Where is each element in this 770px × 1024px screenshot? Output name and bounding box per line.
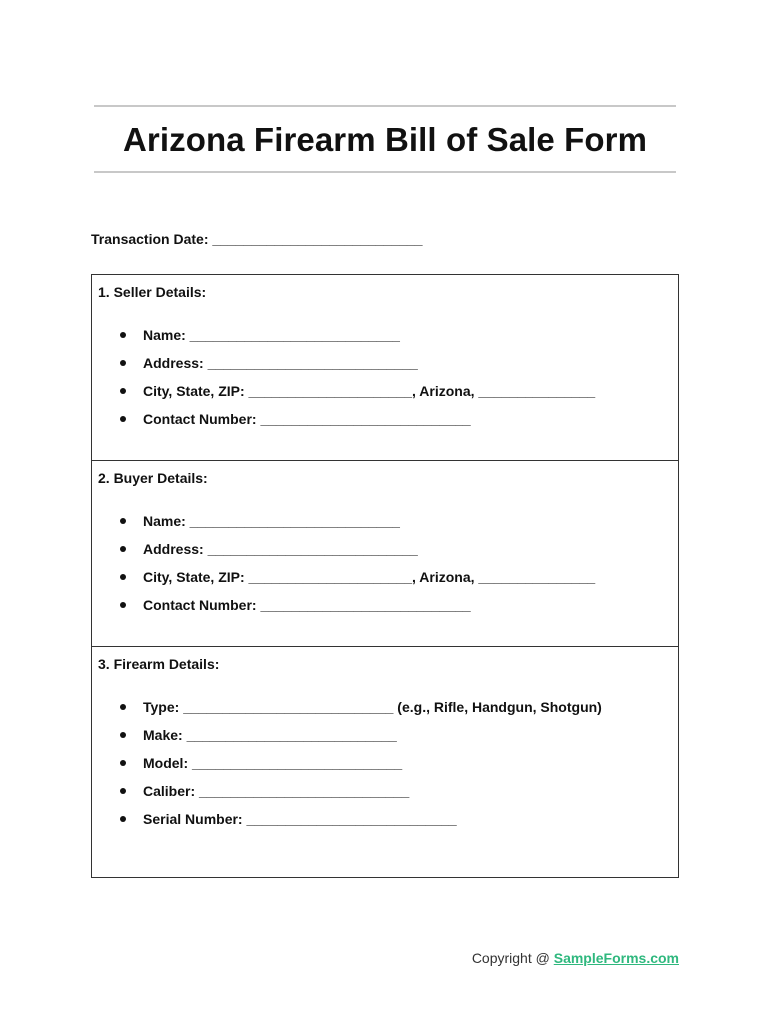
bullet-icon bbox=[120, 704, 126, 710]
seller-city-state-zip-field[interactable]: City, State, ZIP: _____________________, Arizona, _______________ bbox=[120, 381, 595, 409]
section-title: 1. Seller Details: bbox=[98, 284, 207, 300]
firearm-fields bbox=[120, 697, 602, 837]
buyer-city-state-zip-field[interactable]: City, State, ZIP: _____________________, Arizona, _______________ bbox=[120, 567, 595, 595]
firearm-type-field[interactable]: Type: ___________________________ (e.g., Rifle, Handgun, Shotgun) bbox=[120, 697, 602, 725]
seller-address-field[interactable]: Address: ___________________________ bbox=[120, 353, 595, 381]
title-bottom-rule bbox=[94, 171, 676, 173]
seller-contact-number-field[interactable]: Contact Number: ___________________________ bbox=[120, 409, 595, 437]
section-title: 3. Firearm Details: bbox=[98, 656, 220, 672]
buyer-address-field[interactable]: Address: ___________________________ bbox=[120, 539, 595, 567]
bullet-icon bbox=[120, 518, 126, 524]
bullet-icon bbox=[120, 602, 126, 608]
firearm-model-field[interactable]: Model: ___________________________ bbox=[120, 753, 602, 781]
transaction-date-field[interactable]: Transaction Date: ___________________________ bbox=[91, 231, 423, 247]
bullet-icon bbox=[120, 760, 126, 766]
bullet-icon bbox=[120, 732, 126, 738]
bullet-icon bbox=[120, 360, 126, 366]
bullet-icon bbox=[120, 332, 126, 338]
seller-fields bbox=[120, 325, 595, 437]
firearm-make-field[interactable]: Make: ___________________________ bbox=[120, 725, 602, 753]
bullet-icon bbox=[120, 546, 126, 552]
bullet-icon bbox=[120, 574, 126, 580]
seller-details-section bbox=[92, 275, 678, 461]
title-top-rule bbox=[94, 105, 676, 107]
buyer-details-section bbox=[92, 461, 678, 647]
firearm-caliber-field[interactable]: Caliber: ___________________________ bbox=[120, 781, 602, 809]
brand-link[interactable]: SampleForms.com bbox=[553, 950, 679, 966]
buyer-contact-number-field[interactable]: Contact Number: ___________________________ bbox=[120, 595, 595, 623]
buyer-fields bbox=[120, 511, 595, 623]
copyright-text: Copyright @ bbox=[471, 950, 554, 966]
page-title: Arizona Firearm Bill of Sale Form bbox=[122, 121, 648, 158]
seller-name-field[interactable]: Name: ___________________________ bbox=[120, 325, 595, 353]
firearm-details-section bbox=[92, 647, 678, 877]
bullet-icon bbox=[120, 788, 126, 794]
bullet-icon bbox=[120, 388, 126, 394]
buyer-name-field[interactable]: Name: ___________________________ bbox=[120, 511, 595, 539]
bullet-icon bbox=[120, 416, 126, 422]
bullet-icon bbox=[120, 816, 126, 822]
copyright-footer bbox=[472, 950, 679, 966]
section-title: 2. Buyer Details: bbox=[98, 470, 208, 486]
firearm-serial-number-field[interactable]: Serial Number: ___________________________ bbox=[120, 809, 602, 837]
form-box bbox=[91, 274, 679, 878]
